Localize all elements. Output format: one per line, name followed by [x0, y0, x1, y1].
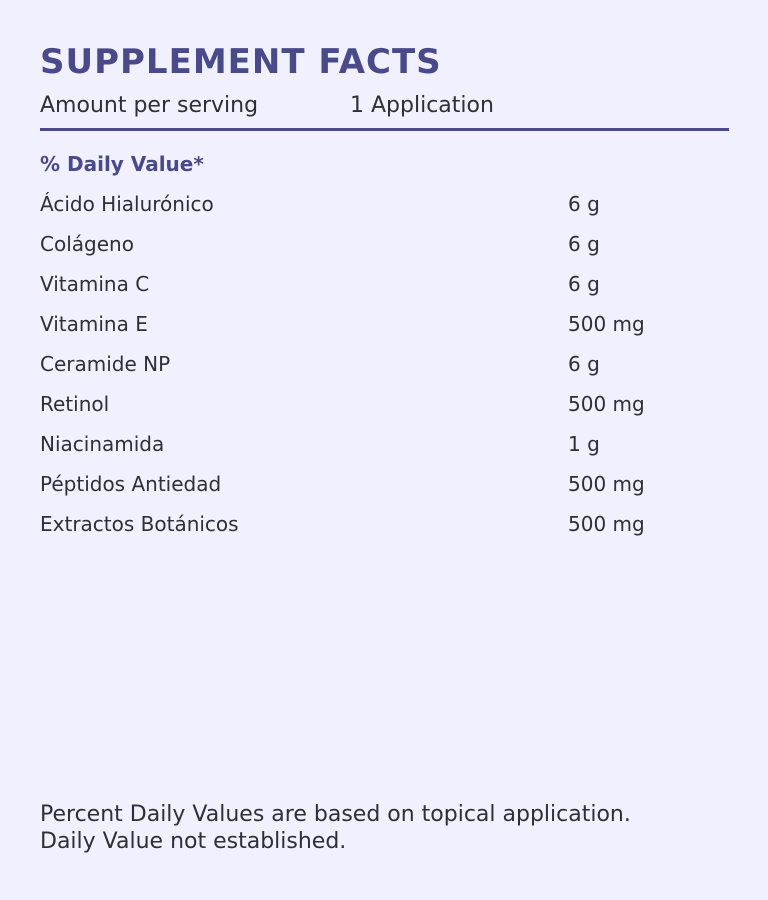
panel-title: SUPPLEMENT FACTS [40, 42, 442, 82]
ingredient-row [40, 384, 729, 424]
ingredient-name: Péptidos Antiedad [40, 472, 222, 496]
ingredient-name: Extractos Botánicos [40, 512, 239, 536]
footnote-line: Percent Daily Values are based on topical application. [40, 802, 631, 827]
ingredient-row [40, 184, 729, 224]
header-divider [40, 128, 729, 131]
footnote-line: Daily Value not established. [40, 829, 347, 854]
serving-info [40, 91, 729, 121]
ingredient-name: Vitamina C [40, 272, 150, 296]
ingredient-amount: 6 g [568, 352, 600, 376]
ingredient-row [40, 464, 729, 504]
ingredient-amount: 500 mg [568, 312, 645, 336]
supplement-facts-panel [40, 0, 729, 900]
ingredient-name: Ácido Hialurónico [40, 192, 214, 216]
ingredient-row [40, 424, 729, 464]
ingredient-name: Vitamina E [40, 312, 148, 336]
ingredient-amount: 500 mg [568, 512, 645, 536]
ingredient-amount: 1 g [568, 432, 600, 456]
ingredient-amount: 6 g [568, 232, 600, 256]
ingredient-row [40, 264, 729, 304]
ingredient-amount: 6 g [568, 272, 600, 296]
ingredient-name: Colágeno [40, 232, 134, 256]
ingredient-name: Niacinamida [40, 432, 165, 456]
ingredient-amount: 6 g [568, 192, 600, 216]
serving-value: 1 Application [350, 93, 494, 118]
daily-value-header: % Daily Value* [40, 152, 204, 176]
ingredient-row [40, 344, 729, 384]
ingredient-name: Ceramide NP [40, 352, 171, 376]
ingredient-list [40, 184, 729, 544]
ingredient-name: Retinol [40, 392, 110, 416]
ingredient-amount: 500 mg [568, 472, 645, 496]
footnote [40, 801, 729, 855]
ingredient-row [40, 224, 729, 264]
ingredient-amount: 500 mg [568, 392, 645, 416]
serving-label: Amount per serving [40, 93, 259, 118]
ingredient-row [40, 304, 729, 344]
ingredient-row [40, 504, 729, 544]
